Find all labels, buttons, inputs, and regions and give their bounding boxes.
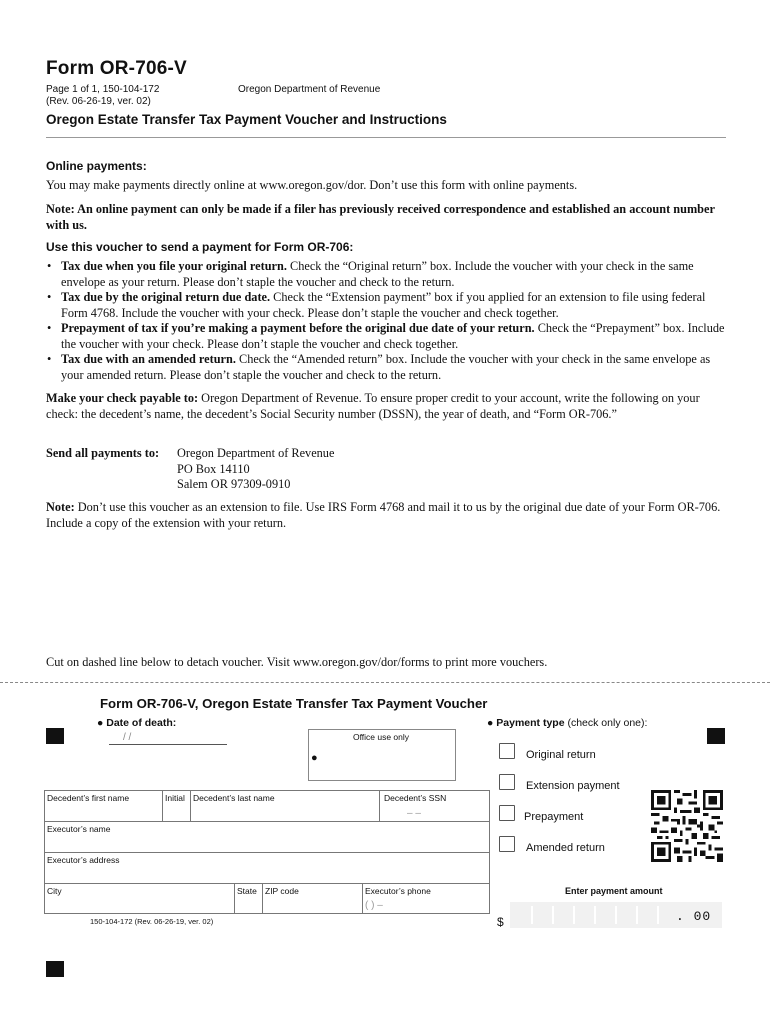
instruction-bullets: [46, 259, 726, 383]
ssn-separators: – –: [407, 808, 421, 819]
payment-type-note: (check only one):: [564, 717, 648, 729]
revision-line: (Rev. 06-26-19, ver. 02): [46, 96, 151, 107]
payment-type-label: [487, 717, 647, 729]
registration-mark: [46, 728, 64, 744]
amount-digit-divider: [531, 906, 533, 924]
last-name-field[interactable]: Decedent’s last name: [193, 793, 275, 803]
bullet-bold: Tax due with an amended return.: [61, 352, 236, 366]
ssn-field[interactable]: Decedent’s SSN: [384, 793, 447, 803]
payable-paragraph: [46, 391, 726, 422]
grid-line: [489, 790, 490, 913]
state-field[interactable]: State: [237, 886, 257, 896]
prepayment-label: Prepayment: [524, 811, 584, 823]
amount-digit-divider: [552, 906, 554, 924]
online-payments-heading: Online payments:: [46, 159, 147, 173]
grid-line: [44, 790, 45, 913]
grid-line: [162, 790, 163, 821]
bullet-item: [46, 259, 726, 290]
grid-line: [44, 790, 490, 791]
city-field[interactable]: City: [47, 886, 62, 896]
amount-cents: . 00: [676, 909, 712, 924]
grid-line: [362, 883, 363, 913]
send-payments-label: Send all payments to:: [46, 446, 160, 460]
qr-code-icon: [651, 790, 723, 862]
mailing-address: [177, 446, 334, 493]
executor-address-field[interactable]: Executor’s address: [47, 855, 120, 865]
extension-note: [46, 500, 726, 531]
payable-label: Make your check payable to:: [46, 391, 199, 405]
department-name: Oregon Department of Revenue: [238, 84, 381, 95]
amount-digit-divider: [657, 906, 659, 924]
address-line: PO Box 14110: [177, 461, 250, 476]
original-return-label: Original return: [526, 749, 596, 761]
address-line: Oregon Department of Revenue: [177, 446, 335, 460]
payable-text: Oregon Department of Revenue. To ensure proper credit to your account, write the following on your check: the decedent’s name, the decedent’s Social Security number (DSSN), the year of death, and “Form OR-706.”: [46, 391, 700, 421]
note-text: Don’t use this voucher as an extension to file. Use IRS Form 4768 and mail it to us by the original due date of your Form OR-706. Include a copy of the extension with your return.: [46, 500, 721, 530]
amended-return-label: Amended return: [526, 842, 605, 854]
form-code: 150-104-172 (Rev. 06-26-19, ver. 02): [90, 917, 214, 926]
first-name-field[interactable]: Decedent’s first name: [47, 793, 130, 803]
payment-type-bold: ● Payment type: [487, 717, 565, 729]
executor-name-field[interactable]: Executor’s name: [47, 824, 111, 834]
office-use-bullet: ●: [311, 752, 318, 764]
grid-line: [44, 913, 490, 914]
grid-line: [379, 790, 380, 821]
date-of-death-label: ● Date of death:: [97, 717, 177, 729]
date-of-death-field[interactable]: [109, 732, 227, 745]
amount-digit-divider: [615, 906, 617, 924]
cut-instruction: Cut on dashed line below to detach voucher. Visit www.oregon.gov/dor/forms to print more vouchers.: [46, 655, 548, 669]
office-use-label: Office use only: [352, 732, 410, 742]
bullet-text: Check the “Prepayment” box. Include the voucher with your check. Please don’t staple the voucher and check together.: [61, 321, 725, 351]
voucher-title: Form OR-706-V, Oregon Estate Transfer Tax Payment Voucher: [100, 696, 488, 711]
bullet-item: [46, 352, 726, 383]
date-separators: / /: [123, 732, 132, 743]
bullet-bold: Tax due when you file your original return.: [61, 259, 287, 273]
bullet-item: [46, 321, 726, 352]
prepayment-checkbox[interactable]: [499, 805, 515, 821]
online-payments-text: You may make payments directly online at www.oregon.gov/dor. Don’t use this form with online payments.: [46, 178, 578, 192]
executor-phone-field[interactable]: Executor’s phone: [365, 886, 431, 896]
dollar-sign: $: [497, 915, 504, 929]
grid-line: [262, 883, 263, 913]
use-voucher-heading: Use this voucher to send a payment for Form OR-706:: [46, 240, 354, 254]
bullet-bold: Tax due by the original return due date.: [61, 290, 271, 304]
initial-field[interactable]: Initial: [165, 793, 185, 803]
address-line: Salem OR 97309-0910: [177, 477, 291, 491]
payment-amount-label: Enter payment amount: [565, 886, 663, 896]
bullet-bold: Prepayment of tax if you’re making a payment before the original due date of your return.: [61, 321, 535, 335]
header-divider: [46, 137, 726, 138]
cut-dashed-line: [0, 682, 770, 683]
amount-digit-divider: [594, 906, 596, 924]
bullet-text: Check the “Original return” box. Include the voucher with your check in the same envelope as your return. Please don’t staple the voucher and check to the return.: [61, 259, 694, 289]
grid-line: [234, 883, 235, 913]
extension-payment-checkbox[interactable]: [499, 774, 515, 790]
original-return-checkbox[interactable]: [499, 743, 515, 759]
extension-payment-label: Extension payment: [526, 780, 620, 792]
amount-digit-divider: [636, 906, 638, 924]
form-title: Form OR-706-V: [46, 58, 187, 79]
zip-field[interactable]: ZIP code: [265, 886, 299, 896]
page-number-line: Page 1 of 1, 150-104-172: [46, 84, 160, 95]
amount-digit-divider: [573, 906, 575, 924]
bullet-text: Check the “Amended return” box. Include the voucher with your check in the same envelope as your amended return. Please don’t staple the voucher and check to the return.: [61, 352, 711, 382]
grid-line: [44, 852, 490, 853]
phone-separators: ( ) –: [365, 900, 383, 911]
note-label: Note:: [46, 500, 75, 514]
online-note: Note: An online payment can only be made if a filer has previously received correspondence and established an account number with us.: [46, 202, 715, 232]
registration-mark: [46, 961, 64, 977]
grid-line: [44, 821, 490, 822]
bullet-item: [46, 290, 726, 321]
document-heading: Oregon Estate Transfer Tax Payment Voucher and Instructions: [46, 112, 447, 127]
registration-mark: [707, 728, 725, 744]
amended-return-checkbox[interactable]: [499, 836, 515, 852]
grid-line: [44, 883, 490, 884]
grid-line: [190, 790, 191, 821]
bullet-text: Check the “Extension payment” box if you applied for an extension to file using federal Form 4768. Include the voucher with your check. Please don’t staple the voucher and check together.: [61, 290, 706, 320]
